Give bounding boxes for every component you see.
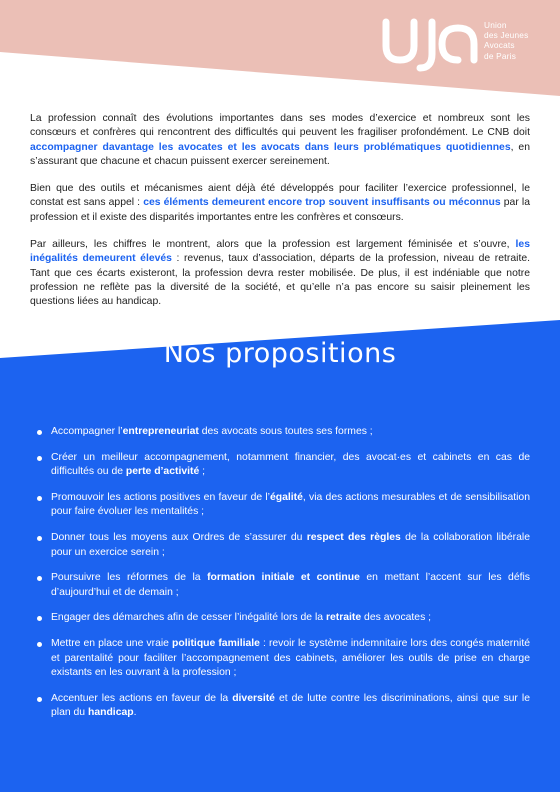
proposals-list — [30, 425, 530, 732]
proposal-text: Accentuer les actions en faveur de la — [51, 692, 233, 704]
bullet-icon — [37, 616, 42, 621]
intro-paragraph — [30, 182, 530, 225]
proposal-text: ; — [199, 466, 206, 478]
paragraph-text: La profession connaît des évolutions importantes dans ses modes d’exercice et nombreux sont les consœurs et confrères qui rencontrent des difficultés qui peuvent les fragiliser profondément. Le CNB doit — [30, 113, 530, 139]
proposal-text: et de lutte contre les discriminations, ainsi que sur le plan du — [51, 692, 530, 719]
section-title: Nos propositions — [163, 338, 397, 369]
proposal-item — [30, 611, 530, 626]
proposal-text: Mettre en place une vraie — [51, 637, 172, 649]
proposal-text: en mettant l’accent sur les défis d’aujourd’hui et de demain ; — [51, 572, 530, 598]
bullet-icon — [37, 536, 42, 541]
proposal-item — [30, 491, 530, 520]
proposal-text: des avocates ; — [361, 612, 432, 624]
ujap-logo-mark — [380, 16, 480, 72]
proposal-item — [30, 531, 530, 560]
proposal-keyword: perte d’activité — [125, 466, 200, 478]
proposal-keyword: handicap — [87, 707, 134, 719]
proposal-keyword: diversité — [232, 692, 275, 704]
proposal-text: de la collaboration libérale pour un exercice serein ; — [51, 531, 531, 558]
highlighted-text: accompagner davantage les avocates et les avocats dans leurs problématiques quotidiennes — [30, 141, 511, 153]
bullet-icon — [37, 496, 42, 501]
proposal-keyword: entrepreneuriat — [122, 426, 199, 437]
proposal-text: Poursuivre les réformes de la — [51, 572, 208, 584]
proposal-item — [30, 451, 530, 480]
proposal-text: Accompagner l’ — [51, 426, 123, 437]
logo-text — [484, 20, 554, 61]
paragraph-text: , en s’assurant que chacune et chacun puissent exercer sereinement. — [30, 141, 530, 167]
bullet-icon — [37, 430, 42, 435]
proposal-text: , via des actions mesurables et de sensibilisation pour faire évoluer les mentalités ; — [51, 491, 530, 518]
bullet-icon — [37, 697, 42, 702]
paragraph-text: Par ailleurs, les chiffres le montrent, alors que la profession est largement féminisée et s’ouvre, — [30, 239, 516, 251]
bullet-icon — [37, 576, 42, 581]
proposal-keyword: respect des règles — [306, 531, 401, 543]
bullet-icon — [37, 642, 42, 647]
proposal-keyword: formation initiale et continue — [207, 572, 360, 584]
intro-paragraph — [30, 112, 530, 169]
proposal-item — [30, 425, 530, 440]
logo-line: Union — [484, 20, 507, 30]
proposal-text: . — [133, 707, 137, 719]
intro-text — [30, 112, 530, 323]
proposal-text: des avocats sous toutes ses formes ; — [198, 426, 373, 437]
highlighted-text: ces éléments demeurent encore trop souvent insuffisants ou méconnus — [143, 197, 501, 209]
proposal-keyword: égalité — [269, 491, 303, 503]
proposal-item — [30, 637, 530, 681]
paragraph-text: par la profession et il existe des disparités importantes entre les confrères et consœurs. — [30, 197, 530, 223]
ujap-logo — [380, 14, 560, 74]
paragraph-text: Bien que des outils et mécanismes aient déjà été développés pour faciliter l’exercice professionnel, le constat est sans appel : — [30, 183, 530, 209]
proposal-text: : revoir le système indemnitaire lors des congés maternité et parentalité pour faciliter l’accompagnement des cabinets, améliorer les outils de prise en charge existants en les ouvrant à la profession ; — [51, 637, 531, 679]
highlighted-text: les inégalités demeurent élevés — [30, 239, 530, 265]
proposal-item — [30, 571, 530, 600]
proposal-text: Engager des démarches afin de cesser l’inégalité lors de la — [51, 612, 326, 624]
proposal-keyword: politique familiale — [172, 637, 260, 649]
proposal-keyword: retraite — [325, 612, 362, 624]
proposal-text: Créer un meilleur accompagnement, notamment financier, des avocat·es et cabinets en cas de difficultés ou de — [51, 451, 530, 478]
proposal-text: Promouvoir les actions positives en faveur de l’ — [51, 491, 270, 503]
proposal-text: Donner tous les moyens aux Ordres de s’assurer du — [51, 531, 307, 543]
logo-line: des Jeunes — [484, 30, 529, 41]
logo-line: de Paris — [484, 50, 517, 61]
logo-line: Avocats — [484, 40, 515, 51]
paragraph-text: : revenus, taux d’association, départs de la profession, niveau de retraite. Tant que ces écarts existeront, la profession devra rester mobilisée. De plus, il est indéniable que notre profession ne reflète pas la diversité de la société, et qu’elle n’a pas encore su saisir pleinement les questions liées au handicap. — [30, 253, 530, 308]
proposal-item — [30, 692, 530, 721]
bullet-icon — [37, 456, 42, 461]
intro-paragraph — [30, 238, 530, 309]
